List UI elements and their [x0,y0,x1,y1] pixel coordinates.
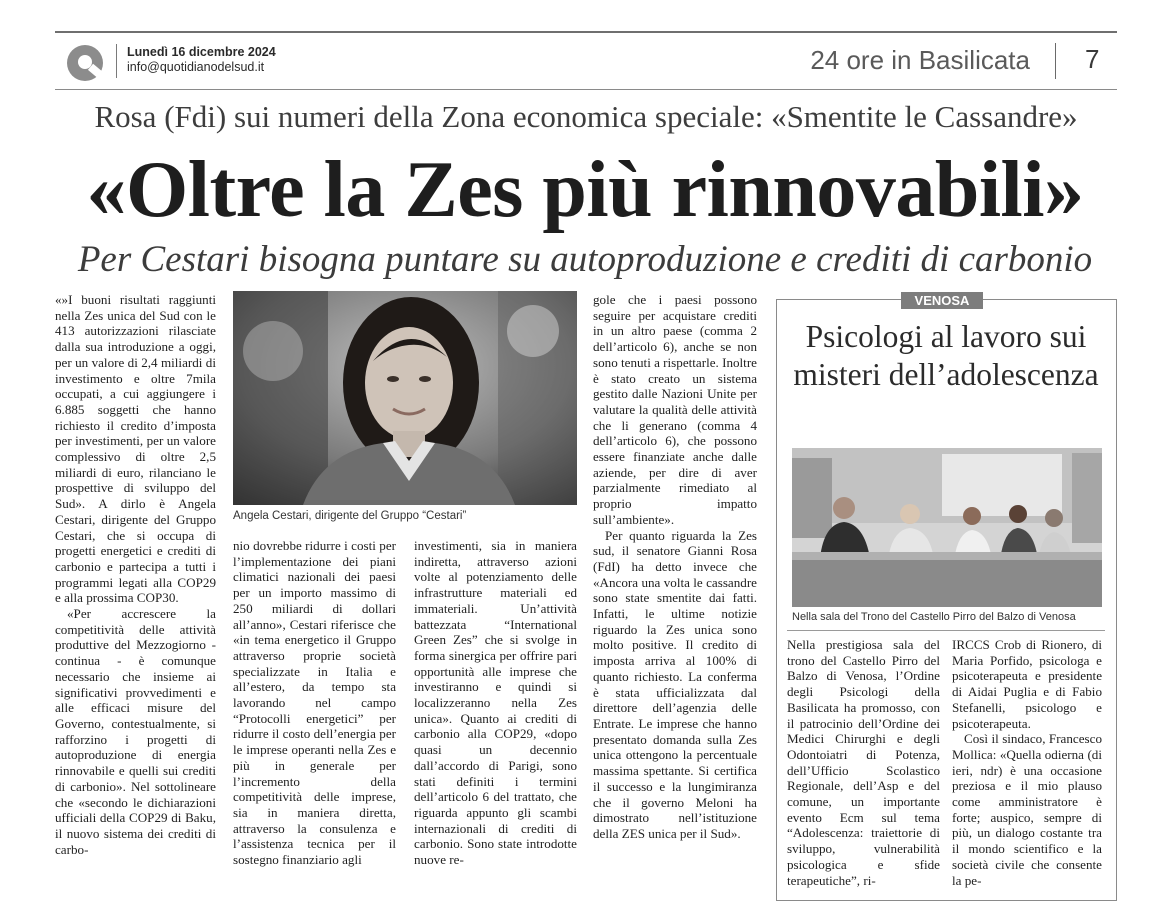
caption-rule [787,630,1105,631]
article-column-4 [593,292,757,861]
photo-caption: Nella sala del Trono del Castello Pirro del Balzo di Venosa [792,611,1076,623]
paragraph: nio dovrebbe ridurre i costi per l’implementazione dei piani climatici nazionali dei paesi per un importo massimo di 250 miliardi di dollari all’anno», Cestari riferisce che «in tema energetico il Gruppo attraverso proprie società specializzate in Italia e all’estero, da tempo sta lavorando nel campo “Protocolli energetici” per ridurre il costo dell’energia per le imprese operanti nella Zes e più in generale per l’incremento della competitività delle imprese, sia in maniera diretta, attraverso la consulenza e l’assistenza tecnica per il sostegno finanziario agli [233,538,396,868]
portrait-photo [233,291,577,505]
header-rule [55,89,1117,90]
paragraph: Nella prestigiosa sala del trono del Castello Pirro del Balzo di Venosa, l’Ordine degli Psicologi della Basilicata ha promosso, con il patrocinio dell’Ordine dei Medici Chirurghi e degli Odontoiatri di Potenza, dell’Ufficio Scolastico Regionale, dell’Asp e del comune, un importante evento Ecm sul tema “Adolescenza: traiettorie di sviluppo, vulnerabilità psicologica e sfide terapeutiche”, ri- [787,637,940,888]
paragraph: IRCCS Crob di Rionero, di Maria Porfido, psicologa e psicoterapeuta e presidente di Aidai Puglia e di Fabio Stefanelli, psicologo e psicoterapeuta. [952,637,1102,731]
paragraph: «Per accrescere la competitività delle attività produttive del Mezzogiorno - continua - è comunque necessario che insieme ai significativi provvedimenti e alle efficaci misure del Governo, contestualmente, si rafforzino i progetti di autoproduzione di energia rinnovabile e quelli sui crediti di carbonio». Nel sottolineare che «secondo le dichiarazioni ufficiali della COP29 di Baku, il nuovo sistema dei crediti di carbo- [55,606,216,857]
article-headline: «Oltre la Zes più rinnovabili» [86,146,1084,234]
page-number: 7 [1085,44,1100,74]
paragraph: Così il sindaco, Francesco Mollica: «Quella odierna (di ieri, ndr) è una occasione preziosa e il mio plauso come amministratore è forte; auspico, sempre di più, un dialogo costante tra il mondo scientifico e la società civile che consente la pe- [952,731,1102,888]
sidebar-column-1 [787,637,940,888]
paragraph: investimenti, sia in maniera indiretta, attraverso azioni volte al potenziamento delle infrastrutture materiali ed immateriali. Un’attività battezzata “International Green Zes” che si svolge in forma sinergica per offrire pari opportunità alle imprese che investiranno e quindi si localizzeranno nella Zes unica». Quanto ai crediti di carbonio alla COP29, «dopo quasi un decennio dall’accordo di Parigi, sono stati definiti i termini dell’articolo 6 del trattato, che riguarda appunto gli scambi internazionali di crediti di carbonio. Sono state introdotte nuove re- [414,538,577,868]
sidebar-headline: Psicologi al lavoro sui misteri dell’adolescenza [793,319,1099,392]
section-title: 24 ore in Basilicata [810,45,1030,75]
conference-photo [792,448,1102,607]
article-kicker: Rosa (Fdi) sui numeri della Zona economica speciale: «Smentite le Cassandre» [94,99,1078,134]
top-rule [55,31,1117,33]
issue-date: Lunedì 16 dicembre 2024 [127,45,276,59]
page-number-divider [1055,43,1056,79]
location-tag: VENOSA [901,292,983,309]
article-column-2 [233,538,396,868]
photo-caption: Angela Cestari, dirigente del Gruppo “Cestari” [233,510,467,522]
contact-email[interactable]: info@quotidianodelsud.it [127,60,265,74]
paragraph: «»I buoni risultati raggiunti nella Zes unica del Sud con le 413 autorizzazioni rilasciate dalla sua introduzione a oggi, per un valore di 2,4 miliardi di investimento e oltre 7mila occupati, a cui aggiungere i 6.885 soggetti che hanno richiesto il credito d’imposta per investimenti, per un valore complessivo di oltre 2,5 miliardi di euro, rilanciano le prospettive di sviluppo del Sud». A dirlo è Angela Cestari, dirigente del Gruppo Cestari, che si occupa di progetti energetici e crediti di carbonio e partecipa a tutti i programmi legati alla COP29 e alla prossima COP30. [55,292,216,606]
paragraph: Per quanto riguarda la Zes sud, il senatore Gianni Rosa (FdI) ha detto invece che «Ancora una volta le cassandre sono state smentite dai fatti. Infatti, le ultime notizie riguardo la Zes unica sono molto positive. Il credito di imposta arriva al 100% di quanto richiesto. La conferma è stata ufficializzata dal direttore dell’agenzia delle Entrate. Le imprese che hanno presentato domanda sulla Zes unica ottengono la percentuale massima spettante. Si certifica il successo e la lungimiranza che il governo Meloni ha dimostrato nell’istituzione della ZES unica per il Sud». [593,527,757,841]
sidebar-column-2 [952,637,1102,888]
article-subhead: Per Cestari bisogna puntare su autoproduzione e crediti di carbonio [77,239,1093,280]
article-column-3 [414,538,577,868]
header-divider [116,44,117,78]
q-logo-icon [67,45,103,81]
article-column-1 [55,292,216,861]
paragraph: gole che i paesi possono seguire per acquistare crediti in un altro paese (comma 2 dell’articolo 6), anche se non sono tenuti a rispettarle. Inoltre è stato creato un sistema gestito dalle Nazioni Unite per valutare la qualità delle attività che li generano (comma 4 dell’articolo 6), che possono essere finanziate anche dalle aziende, per dire di aver parzialmente rimediato al proprio impatto sull’ambiente». [593,292,757,527]
